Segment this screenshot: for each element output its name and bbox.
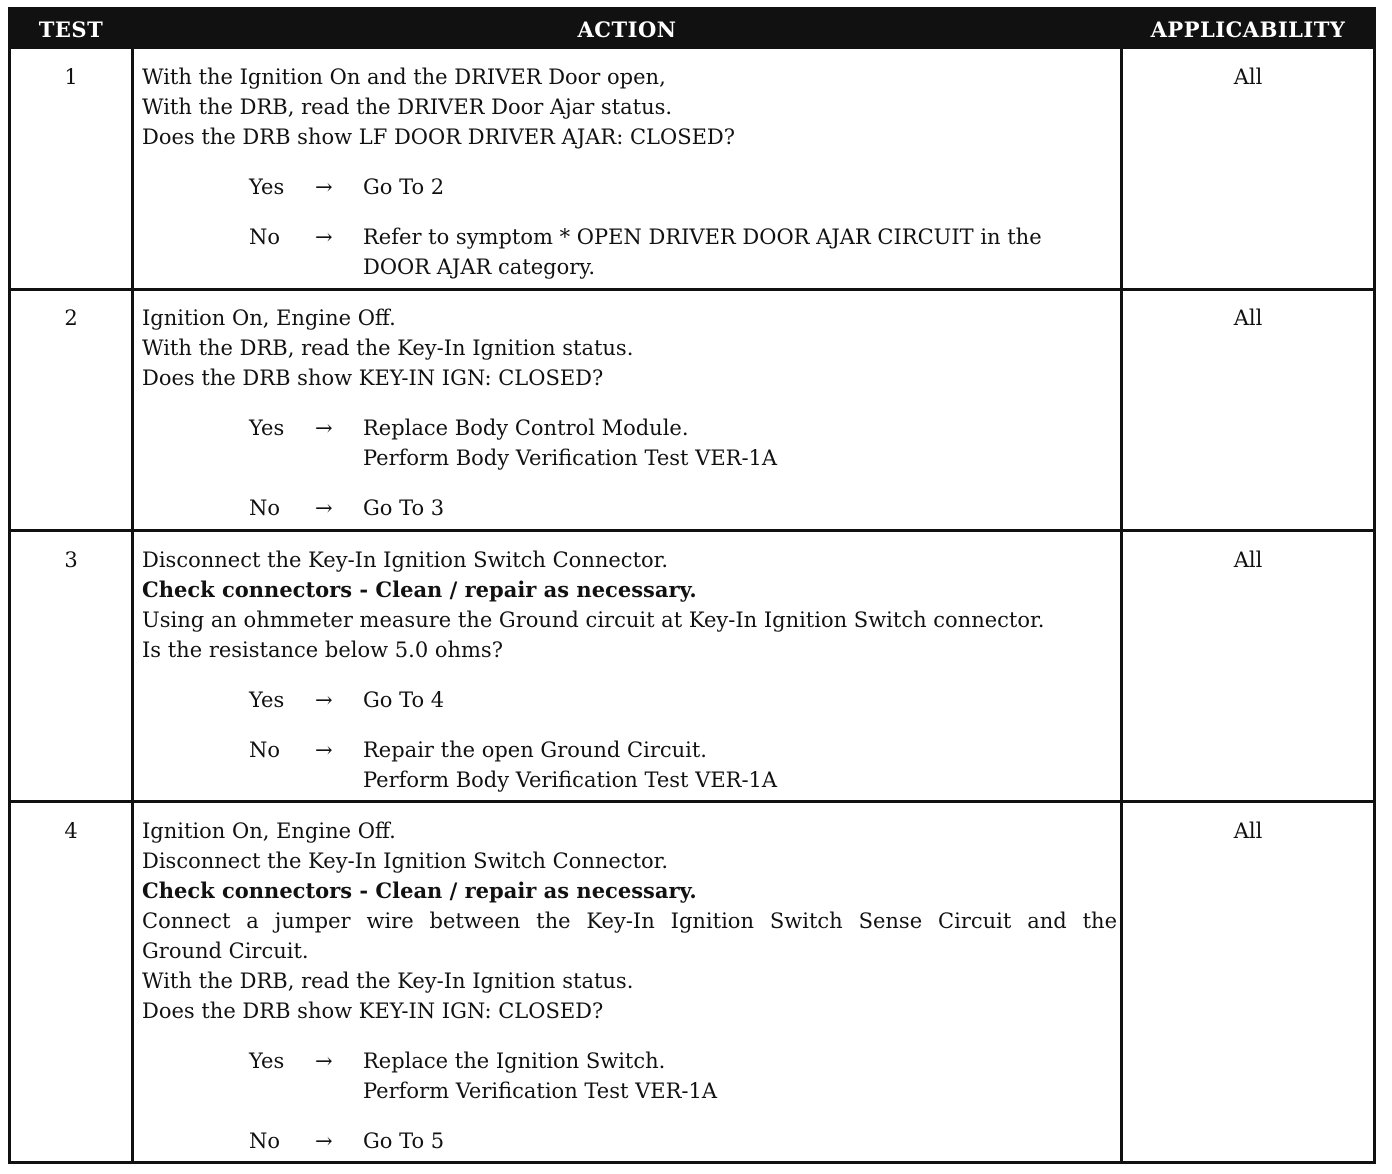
arrow-icon: → bbox=[315, 416, 333, 440]
yes-option-continued bbox=[142, 1076, 1117, 1106]
action-line: Ignition On, Engine Off. bbox=[142, 306, 396, 330]
arrow-icon: → bbox=[315, 688, 333, 712]
action-line: Using an ohmmeter measure the Ground circuit at Key-In Ignition Switch connector. bbox=[142, 608, 1045, 632]
no-result: Repair the open Ground Circuit. bbox=[363, 738, 707, 762]
yes-result: Perform Verification Test VER-1A bbox=[363, 1079, 718, 1103]
yes-label: Yes bbox=[249, 1049, 285, 1073]
yes-result: Go To 4 bbox=[363, 688, 445, 712]
arrow-icon: → bbox=[315, 1129, 333, 1153]
yes-option bbox=[142, 1046, 1117, 1076]
no-result: Go To 5 bbox=[363, 1129, 445, 1153]
test-number: 1 bbox=[64, 65, 78, 89]
test-number: 4 bbox=[64, 819, 78, 843]
action-line: Ground Circuit. bbox=[142, 939, 309, 963]
applicability: All bbox=[1233, 306, 1263, 330]
no-option-continued bbox=[142, 252, 1117, 282]
action-cell bbox=[142, 816, 1117, 1156]
action-line: With the DRB, read the Key-In Ignition status. bbox=[142, 336, 634, 360]
no-option bbox=[142, 222, 1117, 252]
arrow-icon: → bbox=[315, 738, 333, 762]
row-divider bbox=[11, 288, 1373, 291]
no-result: DOOR AJAR category. bbox=[363, 255, 596, 279]
action-line-bold: Check connectors - Clean / repair as necessary. bbox=[142, 577, 697, 602]
no-label: No bbox=[249, 738, 281, 762]
action-cell bbox=[142, 545, 1117, 795]
yes-label: Yes bbox=[249, 416, 285, 440]
header-test: TEST bbox=[11, 10, 131, 49]
action-line: Does the DRB show KEY-IN IGN: CLOSED? bbox=[142, 366, 604, 390]
no-option-continued bbox=[142, 765, 1117, 795]
action-line: Does the DRB show LF DOOR DRIVER AJAR: CLOSED? bbox=[142, 125, 736, 149]
action-cell bbox=[142, 62, 1117, 282]
action-line: Connect a jumper wire between the Key-In Ignition Switch Sense Circuit and the bbox=[142, 909, 1117, 933]
arrow-icon: → bbox=[315, 1049, 333, 1073]
action-line: Is the resistance below 5.0 ohms? bbox=[142, 638, 503, 662]
yes-result: Go To 2 bbox=[363, 175, 445, 199]
no-result: Refer to symptom * OPEN DRIVER DOOR AJAR CIRCUIT in the bbox=[363, 225, 1042, 249]
yes-option-continued bbox=[142, 443, 1117, 473]
no-result: Perform Body Verification Test VER-1A bbox=[363, 768, 778, 792]
header-applicability: APPLICABILITY bbox=[1123, 10, 1373, 49]
diagnostic-test-table bbox=[8, 7, 1376, 1164]
arrow-icon: → bbox=[315, 496, 333, 520]
yes-result: Perform Body Verification Test VER-1A bbox=[363, 446, 778, 470]
no-label: No bbox=[249, 496, 281, 520]
arrow-icon: → bbox=[315, 175, 333, 199]
applicability: All bbox=[1233, 65, 1263, 89]
row-divider bbox=[11, 529, 1373, 532]
action-line: With the DRB, read the DRIVER Door Ajar status. bbox=[142, 95, 673, 119]
action-line: With the Ignition On and the DRIVER Door open, bbox=[142, 65, 666, 89]
applicability: All bbox=[1233, 548, 1263, 572]
no-label: No bbox=[249, 1129, 281, 1153]
header-action: ACTION bbox=[134, 10, 1120, 49]
row-divider bbox=[11, 800, 1373, 803]
no-option bbox=[142, 1126, 1117, 1156]
action-line: Disconnect the Key-In Ignition Switch Connector. bbox=[142, 548, 669, 572]
yes-result: Replace the Ignition Switch. bbox=[363, 1049, 666, 1073]
yes-label: Yes bbox=[249, 688, 285, 712]
applicability: All bbox=[1233, 819, 1263, 843]
action-line: Does the DRB show KEY-IN IGN: CLOSED? bbox=[142, 999, 604, 1023]
no-result: Go To 3 bbox=[363, 496, 445, 520]
action-line-bold: Check connectors - Clean / repair as necessary. bbox=[142, 878, 697, 903]
action-cell bbox=[142, 303, 1117, 523]
yes-result: Replace Body Control Module. bbox=[363, 416, 689, 440]
yes-option bbox=[142, 172, 1117, 202]
no-option bbox=[142, 735, 1117, 765]
test-number: 2 bbox=[64, 306, 78, 330]
action-line: Disconnect the Key-In Ignition Switch Connector. bbox=[142, 849, 669, 873]
action-line: With the DRB, read the Key-In Ignition status. bbox=[142, 969, 634, 993]
test-number: 3 bbox=[64, 548, 78, 572]
action-line: Ignition On, Engine Off. bbox=[142, 819, 396, 843]
column-divider bbox=[1120, 10, 1123, 1161]
yes-option bbox=[142, 413, 1117, 443]
no-option bbox=[142, 493, 1117, 523]
arrow-icon: → bbox=[315, 225, 333, 249]
yes-label: Yes bbox=[249, 175, 285, 199]
yes-option bbox=[142, 685, 1117, 715]
no-label: No bbox=[249, 225, 281, 249]
column-divider bbox=[131, 10, 134, 1161]
